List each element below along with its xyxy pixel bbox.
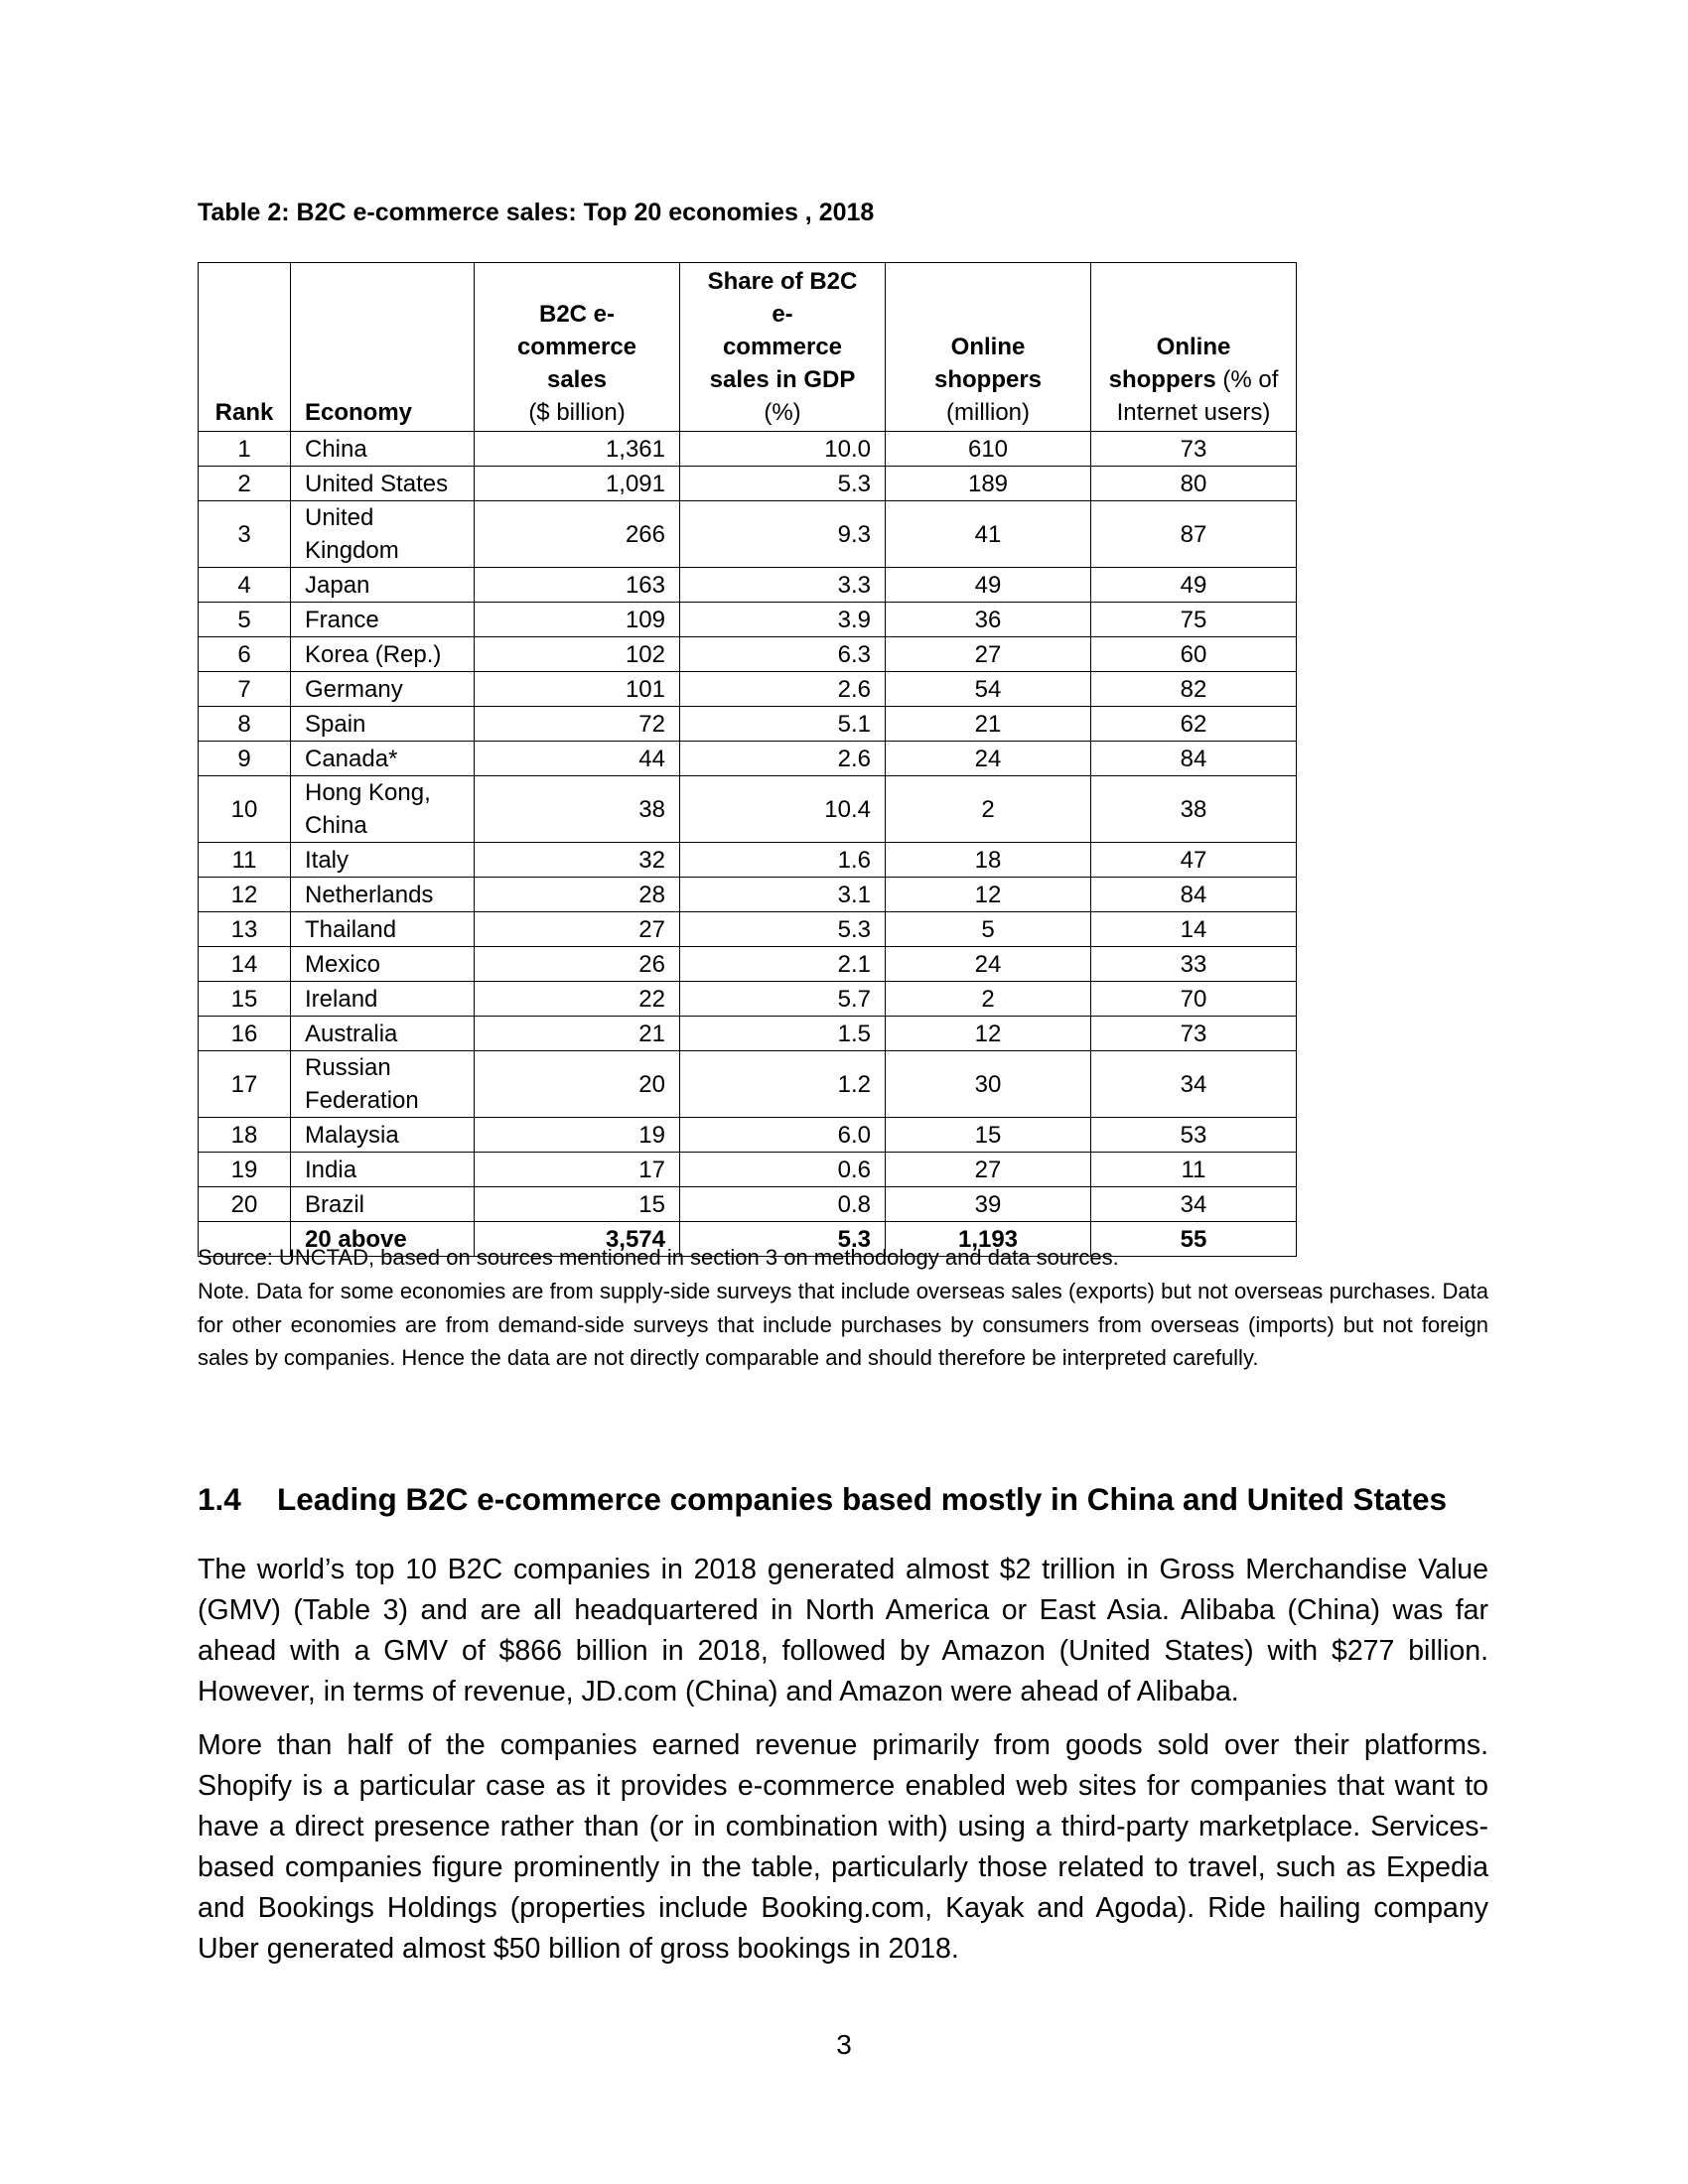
paragraph: The world’s top 10 B2C companies in 2018 generated almost $2 trillion in Gross Merchandise Value (GMV) (Table 3) and are all headquartered in North America or East Asia. Alibaba (China) was far ahead with a GMV of $866 billion in 2018, followed by Amazon (United States) with $277 billion. However, in terms of revenue, JD.com (China) and Amazon were ahead of Alibaba. xyxy=(198,1554,1488,1707)
cell-shoppers: 27 xyxy=(886,1153,1091,1187)
table-row xyxy=(199,1017,1297,1051)
cell-shoppers: 189 xyxy=(886,467,1091,501)
header-rank: Rank xyxy=(199,263,291,432)
cell-sales: 32 xyxy=(475,843,680,878)
cell-rank: 2 xyxy=(199,467,291,501)
cell-share: 1.6 xyxy=(680,843,886,878)
cell-rank: 14 xyxy=(199,947,291,982)
table-source: Source: UNCTAD, based on sources mentioned in section 3 on methodology and data sources. xyxy=(198,1245,1119,1270)
table-row xyxy=(199,467,1297,501)
cell-shoppers-pct: 73 xyxy=(1091,1017,1297,1051)
cell-shoppers: 24 xyxy=(886,742,1091,776)
cell-shoppers-pct: 75 xyxy=(1091,603,1297,637)
cell-economy: Ireland xyxy=(291,982,475,1017)
cell-shoppers: 15 xyxy=(886,1118,1091,1153)
section-number: 1.4 xyxy=(198,1481,241,1517)
table-row xyxy=(199,878,1297,912)
table-row xyxy=(199,707,1297,742)
cell-economy: Hong Kong, China xyxy=(291,776,475,843)
cell-share: 9.3 xyxy=(680,501,886,568)
cell-economy: India xyxy=(291,1153,475,1187)
cell-shoppers: 36 xyxy=(886,603,1091,637)
cell-economy: United States xyxy=(291,467,475,501)
cell-economy: Canada* xyxy=(291,742,475,776)
cell-shoppers: 610 xyxy=(886,432,1091,467)
cell-shoppers-pct: 84 xyxy=(1091,742,1297,776)
table-row xyxy=(199,432,1297,467)
table-header-row xyxy=(199,263,1297,432)
cell-rank: 4 xyxy=(199,568,291,603)
cell-rank: 12 xyxy=(199,878,291,912)
cell-share: 10.0 xyxy=(680,432,886,467)
cell-economy: Spain xyxy=(291,707,475,742)
cell-rank: 5 xyxy=(199,603,291,637)
cell-shoppers-pct: 80 xyxy=(1091,467,1297,501)
cell-shoppers: 12 xyxy=(886,1017,1091,1051)
cell-sales: 109 xyxy=(475,603,680,637)
table-row xyxy=(199,501,1297,568)
cell-shoppers: 12 xyxy=(886,878,1091,912)
cell-shoppers: 1,193 xyxy=(886,1222,1091,1257)
cell-economy: Brazil xyxy=(291,1187,475,1222)
cell-rank: 6 xyxy=(199,637,291,672)
cell-shoppers-pct: 38 xyxy=(1091,776,1297,843)
cell-shoppers: 49 xyxy=(886,568,1091,603)
table-row xyxy=(199,776,1297,843)
page-number: 3 xyxy=(836,2029,852,2060)
cell-economy: Germany xyxy=(291,672,475,707)
cell-economy: United Kingdom xyxy=(291,501,475,568)
cell-rank: 16 xyxy=(199,1017,291,1051)
cell-shoppers-pct: 34 xyxy=(1091,1051,1297,1118)
cell-shoppers: 39 xyxy=(886,1187,1091,1222)
cell-shoppers-pct: 62 xyxy=(1091,707,1297,742)
table-row xyxy=(199,672,1297,707)
header-economy: Economy xyxy=(291,263,475,432)
cell-shoppers: 5 xyxy=(886,912,1091,947)
cell-shoppers: 24 xyxy=(886,947,1091,982)
table-row xyxy=(199,1118,1297,1153)
cell-share: 3.9 xyxy=(680,603,886,637)
cell-shoppers: 30 xyxy=(886,1051,1091,1118)
cell-share: 6.0 xyxy=(680,1118,886,1153)
cell-shoppers: 2 xyxy=(886,776,1091,843)
table-body xyxy=(199,432,1297,1257)
cell-rank: 13 xyxy=(199,912,291,947)
cell-shoppers-pct: 87 xyxy=(1091,501,1297,568)
cell-sales: 20 xyxy=(475,1051,680,1118)
cell-rank: 11 xyxy=(199,843,291,878)
cell-shoppers: 41 xyxy=(886,501,1091,568)
cell-rank: 20 xyxy=(199,1187,291,1222)
table-row xyxy=(199,1187,1297,1222)
cell-shoppers-pct: 11 xyxy=(1091,1153,1297,1187)
cell-rank: 3 xyxy=(199,501,291,568)
cell-share: 1.5 xyxy=(680,1017,886,1051)
cell-rank: 7 xyxy=(199,672,291,707)
cell-sales: 163 xyxy=(475,568,680,603)
cell-share: 5.1 xyxy=(680,707,886,742)
cell-economy: Malaysia xyxy=(291,1118,475,1153)
cell-share: 6.3 xyxy=(680,637,886,672)
cell-sales: 19 xyxy=(475,1118,680,1153)
paragraph: More than half of the companies earned revenue primarily from goods sold over their platforms. Shopify is a particular case as it provides e-commerce enabled web sites for companies that want to have a direct presence rather than (or in combination with) using a third-party marketplace. Services-based companies figure prominently in the table, particularly those related to travel, such as Expedia and Bookings Holdings (properties include Booking.com, Kayak and Agoda). Ride hailing company Uber generated almost $50 billion of gross bookings in 2018. xyxy=(198,1729,1488,1965)
cell-shoppers-pct: 55 xyxy=(1091,1222,1297,1257)
cell-sales: 15 xyxy=(475,1187,680,1222)
cell-share: 5.3 xyxy=(680,467,886,501)
cell-sales: 38 xyxy=(475,776,680,843)
cell-share: 0.8 xyxy=(680,1187,886,1222)
cell-rank: 9 xyxy=(199,742,291,776)
cell-shoppers-pct: 49 xyxy=(1091,568,1297,603)
cell-shoppers: 21 xyxy=(886,707,1091,742)
table-row xyxy=(199,982,1297,1017)
table-note: Note. Data for some economies are from supply-side surveys that include overseas sales (exports) but not overseas purchases. Data for other economies are from demand-side surveys that include purchases by consumers from overseas (imports) but not foreign sales by companies. Hence the data are not directly comparable and should therefore be interpreted carefully. xyxy=(198,1279,1488,1370)
table-row xyxy=(199,603,1297,637)
table-row xyxy=(199,568,1297,603)
cell-shoppers: 27 xyxy=(886,637,1091,672)
cell-sales: 266 xyxy=(475,501,680,568)
cell-sales: 101 xyxy=(475,672,680,707)
cell-sales: 3,574 xyxy=(475,1222,680,1257)
cell-shoppers-pct: 33 xyxy=(1091,947,1297,982)
cell-sales: 28 xyxy=(475,878,680,912)
cell-shoppers-pct: 73 xyxy=(1091,432,1297,467)
cell-rank: 8 xyxy=(199,707,291,742)
cell-rank: 1 xyxy=(199,432,291,467)
cell-shoppers-pct: 53 xyxy=(1091,1118,1297,1153)
cell-sales: 27 xyxy=(475,912,680,947)
table-row xyxy=(199,947,1297,982)
table-row xyxy=(199,637,1297,672)
cell-share: 2.6 xyxy=(680,672,886,707)
cell-share: 3.1 xyxy=(680,878,886,912)
ecommerce-table xyxy=(198,262,1297,1257)
table-row xyxy=(199,1051,1297,1118)
cell-sales: 21 xyxy=(475,1017,680,1051)
cell-shoppers-pct: 47 xyxy=(1091,843,1297,878)
cell-economy: Australia xyxy=(291,1017,475,1051)
cell-sales: 1,091 xyxy=(475,467,680,501)
table-title: Table 2: B2C e-commerce sales: Top 20 economies , 2018 xyxy=(198,199,875,226)
cell-shoppers-pct: 70 xyxy=(1091,982,1297,1017)
cell-rank: 17 xyxy=(199,1051,291,1118)
cell-share: 3.3 xyxy=(680,568,886,603)
table-row xyxy=(199,1153,1297,1187)
table-row xyxy=(199,912,1297,947)
cell-sales: 1,361 xyxy=(475,432,680,467)
cell-rank: 19 xyxy=(199,1153,291,1187)
section-title: Leading B2C e-commerce companies based mostly in China and United States xyxy=(277,1481,1448,1517)
cell-sales: 102 xyxy=(475,637,680,672)
header-share: Share of B2C e- commerce sales in GDP (%) xyxy=(680,263,886,432)
cell-economy: France xyxy=(291,603,475,637)
cell-rank: 10 xyxy=(199,776,291,843)
cell-economy: Japan xyxy=(291,568,475,603)
cell-economy: Mexico xyxy=(291,947,475,982)
cell-sales: 44 xyxy=(475,742,680,776)
cell-share: 5.3 xyxy=(680,1222,886,1257)
cell-shoppers-pct: 60 xyxy=(1091,637,1297,672)
cell-shoppers: 18 xyxy=(886,843,1091,878)
table-row xyxy=(199,843,1297,878)
cell-economy: Netherlands xyxy=(291,878,475,912)
cell-sales: 17 xyxy=(475,1153,680,1187)
cell-share: 1.2 xyxy=(680,1051,886,1118)
header-shoppers: Online shoppers (million) xyxy=(886,263,1091,432)
cell-economy: Italy xyxy=(291,843,475,878)
cell-economy: 20 above xyxy=(291,1222,475,1257)
cell-sales: 26 xyxy=(475,947,680,982)
cell-economy: Korea (Rep.) xyxy=(291,637,475,672)
cell-share: 2.6 xyxy=(680,742,886,776)
cell-shoppers-pct: 82 xyxy=(1091,672,1297,707)
cell-economy: China xyxy=(291,432,475,467)
header-shoppers-pct: Online shoppers (% of Internet users) xyxy=(1091,263,1297,432)
cell-rank: 15 xyxy=(199,982,291,1017)
cell-share: 0.6 xyxy=(680,1153,886,1187)
section-heading xyxy=(198,1481,1447,1518)
cell-sales: 22 xyxy=(475,982,680,1017)
cell-share: 10.4 xyxy=(680,776,886,843)
cell-share: 2.1 xyxy=(680,947,886,982)
cell-shoppers-pct: 84 xyxy=(1091,878,1297,912)
header-sales: B2C e- commerce sales ($ billion) xyxy=(475,263,680,432)
cell-shoppers-pct: 34 xyxy=(1091,1187,1297,1222)
cell-shoppers: 54 xyxy=(886,672,1091,707)
cell-share: 5.3 xyxy=(680,912,886,947)
table-row xyxy=(199,742,1297,776)
cell-shoppers: 2 xyxy=(886,982,1091,1017)
cell-economy: Russian Federation xyxy=(291,1051,475,1118)
cell-share: 5.7 xyxy=(680,982,886,1017)
cell-rank: 18 xyxy=(199,1118,291,1153)
cell-sales: 72 xyxy=(475,707,680,742)
cell-economy: Thailand xyxy=(291,912,475,947)
cell-shoppers-pct: 14 xyxy=(1091,912,1297,947)
